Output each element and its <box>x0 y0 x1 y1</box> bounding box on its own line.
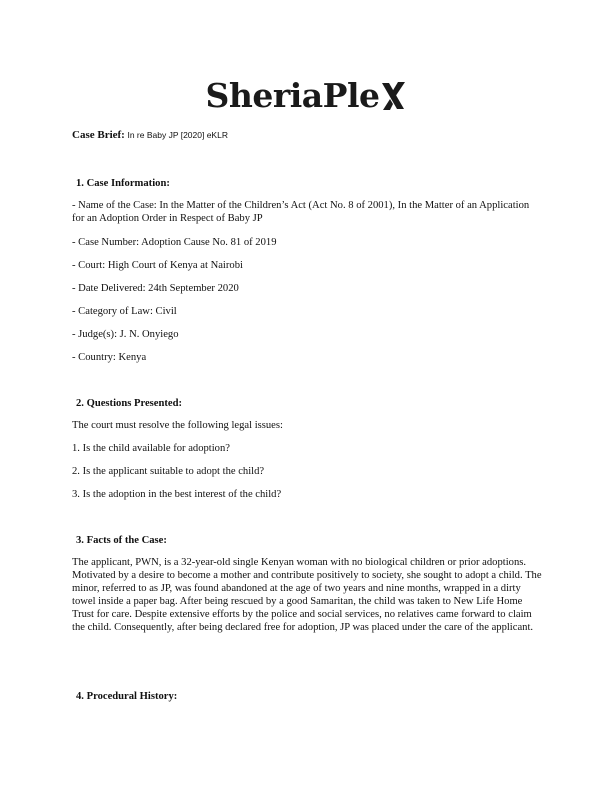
logo-text: SheriaPle <box>205 76 380 115</box>
section-heading: 3. Facts of the Case: <box>76 535 167 546</box>
sheriaplex-logo <box>0 76 612 116</box>
case-info-date <box>72 282 542 295</box>
question-line: 2. Is the applicant suitable to adopt the child? <box>72 466 265 477</box>
case-info-line: - Country: Kenya <box>72 352 147 363</box>
case-brief-value: In re Baby JP [2020] eKLR <box>127 130 228 140</box>
case-brief-label: Case Brief: <box>72 129 125 141</box>
logo-x-mark-icon <box>380 81 406 111</box>
question-3 <box>72 488 542 501</box>
section-heading: 1. Case Information: <box>76 178 170 189</box>
case-info-number <box>72 236 542 249</box>
case-info-line: - Case Number: Adoption Cause No. 81 of 2019 <box>72 237 277 248</box>
case-info-judges <box>72 328 542 341</box>
case-info-name <box>72 199 542 225</box>
question-line: 3. Is the adoption in the best interest of the child? <box>72 489 282 500</box>
question-2 <box>72 465 542 478</box>
section-heading: 4. Procedural History: <box>76 691 178 702</box>
facts-paragraph <box>72 556 542 634</box>
case-info-category <box>72 305 542 318</box>
facts-text: The applicant, PWN, is a 32-year-old single Kenyan woman with no biological children or prior adoptions. Motivated by a desire to become a mother and contribute positively to society, she sought to adopt a child. The minor, referred to as JP, was found abandoned at the age of two years and nine months, wrapped in a dirty towel inside a paper bag. After being rescued by a good Samaritan, the child was taken to New Life Home Trust for care. Despite extensive efforts by the police and social services, no relatives came forward to claim the child. Consequently, after being declared free for adoption, JP was placed under the care of the applicant. <box>72 557 542 633</box>
section-facts-of-the-case <box>72 534 542 547</box>
questions-intro <box>72 419 542 432</box>
case-info-line: - Name of the Case: In the Matter of the Children’s Act (Act No. 8 of 2001), In the Matter of an Application for an Adoption Order in Respect of Baby JP <box>72 200 530 224</box>
question-line: The court must resolve the following legal issues: <box>72 420 283 431</box>
section-questions-presented <box>72 397 542 410</box>
case-info-line: - Date Delivered: 24th September 2020 <box>72 283 239 294</box>
section-heading: 2. Questions Presented: <box>76 398 183 409</box>
case-info-court <box>72 259 542 272</box>
section-procedural-history <box>72 690 542 703</box>
section-case-information <box>72 177 542 190</box>
case-info-country <box>72 351 542 364</box>
case-brief-line <box>72 128 228 143</box>
question-1 <box>72 442 542 455</box>
case-info-line: - Court: High Court of Kenya at Nairobi <box>72 260 243 271</box>
case-info-line: - Judge(s): J. N. Onyiego <box>72 329 179 340</box>
question-line: 1. Is the child available for adoption? <box>72 443 230 454</box>
case-info-line: - Category of Law: Civil <box>72 306 177 317</box>
